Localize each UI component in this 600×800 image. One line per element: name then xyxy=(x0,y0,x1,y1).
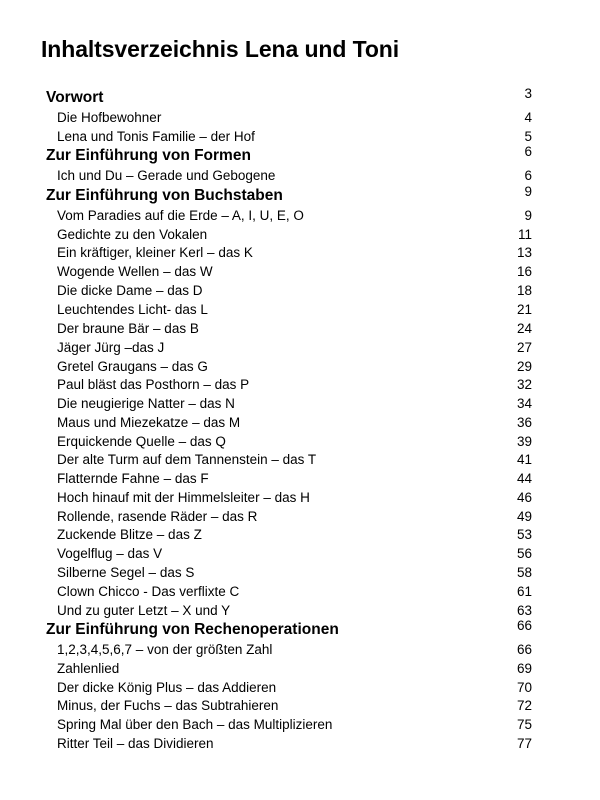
toc-entry xyxy=(0,698,600,718)
toc-entry xyxy=(0,340,600,360)
toc-entry-label: Zahlenlied xyxy=(57,661,120,676)
toc-entry-label: Ein kräftiger, kleiner Kerl – das K xyxy=(57,245,253,260)
toc-entry-label: Der alte Turm auf dem Tannenstein – das T xyxy=(57,452,317,467)
toc-page-number: 66 xyxy=(516,618,532,633)
toc-entry-label: Erquickende Quelle – das Q xyxy=(57,434,226,449)
toc-page-number: 72 xyxy=(516,698,532,713)
toc-entry xyxy=(0,245,600,265)
page-title: Inhaltsverzeichnis Lena und Toni xyxy=(41,36,400,62)
toc-entry xyxy=(0,377,600,397)
toc-page-number: 49 xyxy=(516,509,532,524)
toc-entry-label: Silberne Segel – das S xyxy=(57,565,195,580)
toc-section xyxy=(0,144,600,167)
toc-page-number: 44 xyxy=(516,471,532,486)
toc-entry-label: Minus, der Fuchs – das Subtrahieren xyxy=(57,698,279,713)
toc-entry xyxy=(0,680,600,700)
toc-entry-label: Paul bläst das Posthorn – das P xyxy=(57,377,250,392)
toc-entry-label: Flatternde Fahne – das F xyxy=(57,471,209,486)
toc-entry-label: Leuchtendes Licht- das L xyxy=(57,302,208,317)
toc-entry xyxy=(0,546,600,566)
toc-page-number: 6 xyxy=(524,144,532,159)
toc-entry-label: Die neugierige Natter – das N xyxy=(57,396,235,411)
toc-section xyxy=(0,618,600,641)
toc-page-number: 6 xyxy=(524,168,532,183)
toc-page-number: 70 xyxy=(516,680,532,695)
toc-entry xyxy=(0,717,600,737)
toc-entry xyxy=(0,509,600,529)
toc-entry xyxy=(0,208,600,228)
toc-page-number: 53 xyxy=(516,527,532,542)
toc-entry xyxy=(0,302,600,322)
toc-page-number: 4 xyxy=(524,110,532,125)
toc-entry-label: Wogende Wellen – das W xyxy=(57,264,213,279)
toc-entry-label: Und zu guter Letzt – X und Y xyxy=(57,603,231,618)
toc-entry xyxy=(0,642,600,662)
toc-entry-label: Rollende, rasende Räder – das R xyxy=(57,509,258,524)
toc-page-number: 41 xyxy=(516,452,532,467)
toc-page-number: 11 xyxy=(517,227,532,242)
toc-entry xyxy=(0,434,600,454)
toc-page-number: 75 xyxy=(516,717,532,732)
toc-entry xyxy=(0,129,600,149)
toc-page-number: 9 xyxy=(524,208,532,223)
toc-page-number: 3 xyxy=(524,86,532,101)
toc-page-number: 39 xyxy=(516,434,532,449)
toc-page-number: 77 xyxy=(516,736,532,751)
toc-entry xyxy=(0,415,600,435)
toc-section xyxy=(0,184,600,207)
toc-page-number: 18 xyxy=(516,283,532,298)
toc-entry-label: Die Hofbewohner xyxy=(57,110,162,125)
toc-page-number: 9 xyxy=(524,184,532,199)
toc-page-number: 34 xyxy=(516,396,532,411)
toc-entry-label: Der dicke König Plus – das Addieren xyxy=(57,680,277,695)
toc-entry xyxy=(0,661,600,681)
toc-section-label: Vorwort xyxy=(46,89,104,106)
toc-entry xyxy=(0,471,600,491)
toc-page-number: 21 xyxy=(516,302,532,317)
toc-entry-label: Zuckende Blitze – das Z xyxy=(57,527,202,542)
toc-entry xyxy=(0,565,600,585)
toc-page-number: 63 xyxy=(516,603,532,618)
toc-page-number: 16 xyxy=(516,264,532,279)
toc-page-number: 27 xyxy=(516,340,532,355)
toc-entry-label: Der braune Bär – das B xyxy=(57,321,199,336)
toc-section-label: Zur Einführung von Rechenoperationen xyxy=(46,621,339,638)
toc-entry-label: 1,2,3,4,5,6,7 – von der größten Zahl xyxy=(57,642,273,657)
toc-page-number: 5 xyxy=(524,129,532,144)
toc-entry xyxy=(0,527,600,547)
toc-page-number: 24 xyxy=(516,321,532,336)
toc-page-number: 13 xyxy=(516,245,532,260)
toc-entry-label: Vogelflug – das V xyxy=(57,546,163,561)
toc-entry xyxy=(0,168,600,188)
toc-entry-label: Jäger Jürg –das J xyxy=(57,340,165,355)
toc-entry xyxy=(0,283,600,303)
toc-entry-label: Lena und Tonis Familie – der Hof xyxy=(57,129,255,144)
toc-entry-label: Ich und Du – Gerade und Gebogene xyxy=(57,168,276,183)
toc-entry-label: Hoch hinauf mit der Himmelsleiter – das H xyxy=(57,490,310,505)
toc-page-number: 61 xyxy=(516,584,532,599)
toc-entry xyxy=(0,452,600,472)
toc-page-number: 56 xyxy=(516,546,532,561)
toc-entry-label: Ritter Teil – das Dividieren xyxy=(57,736,214,751)
toc-page-number: 58 xyxy=(516,565,532,580)
toc-entry xyxy=(0,110,600,130)
toc-entry xyxy=(0,584,600,604)
toc-entry xyxy=(0,227,600,247)
toc-page-number: 69 xyxy=(516,661,532,676)
toc-page-number: 36 xyxy=(516,415,532,430)
toc-page-number: 29 xyxy=(516,359,532,374)
toc-entry-label: Die dicke Dame – das D xyxy=(57,283,203,298)
toc-entry-label: Maus und Miezekatze – das M xyxy=(57,415,241,430)
toc-section xyxy=(0,86,600,109)
toc-entry-label: Vom Paradies auf die Erde – A, I, U, E, O xyxy=(57,208,304,223)
toc-section-label: Zur Einführung von Buchstaben xyxy=(46,187,283,204)
toc-entry-label: Gedichte zu den Vokalen xyxy=(57,227,208,242)
toc-entry-label: Clown Chicco - Das verflixte C xyxy=(57,584,240,599)
toc-entry xyxy=(0,490,600,510)
toc-entry xyxy=(0,321,600,341)
toc-entry-label: Gretel Graugans – das G xyxy=(57,359,208,374)
toc-entry xyxy=(0,603,600,623)
toc-section-label: Zur Einführung von Formen xyxy=(46,147,251,164)
toc-entry xyxy=(0,264,600,284)
toc-entry xyxy=(0,736,600,756)
toc-entry xyxy=(0,396,600,416)
toc-entry xyxy=(0,359,600,379)
toc-entry-label: Spring Mal über den Bach – das Multiplizieren xyxy=(57,717,333,732)
toc-page-number: 66 xyxy=(516,642,532,657)
toc-page-number: 32 xyxy=(516,377,532,392)
toc-page-number: 46 xyxy=(516,490,532,505)
